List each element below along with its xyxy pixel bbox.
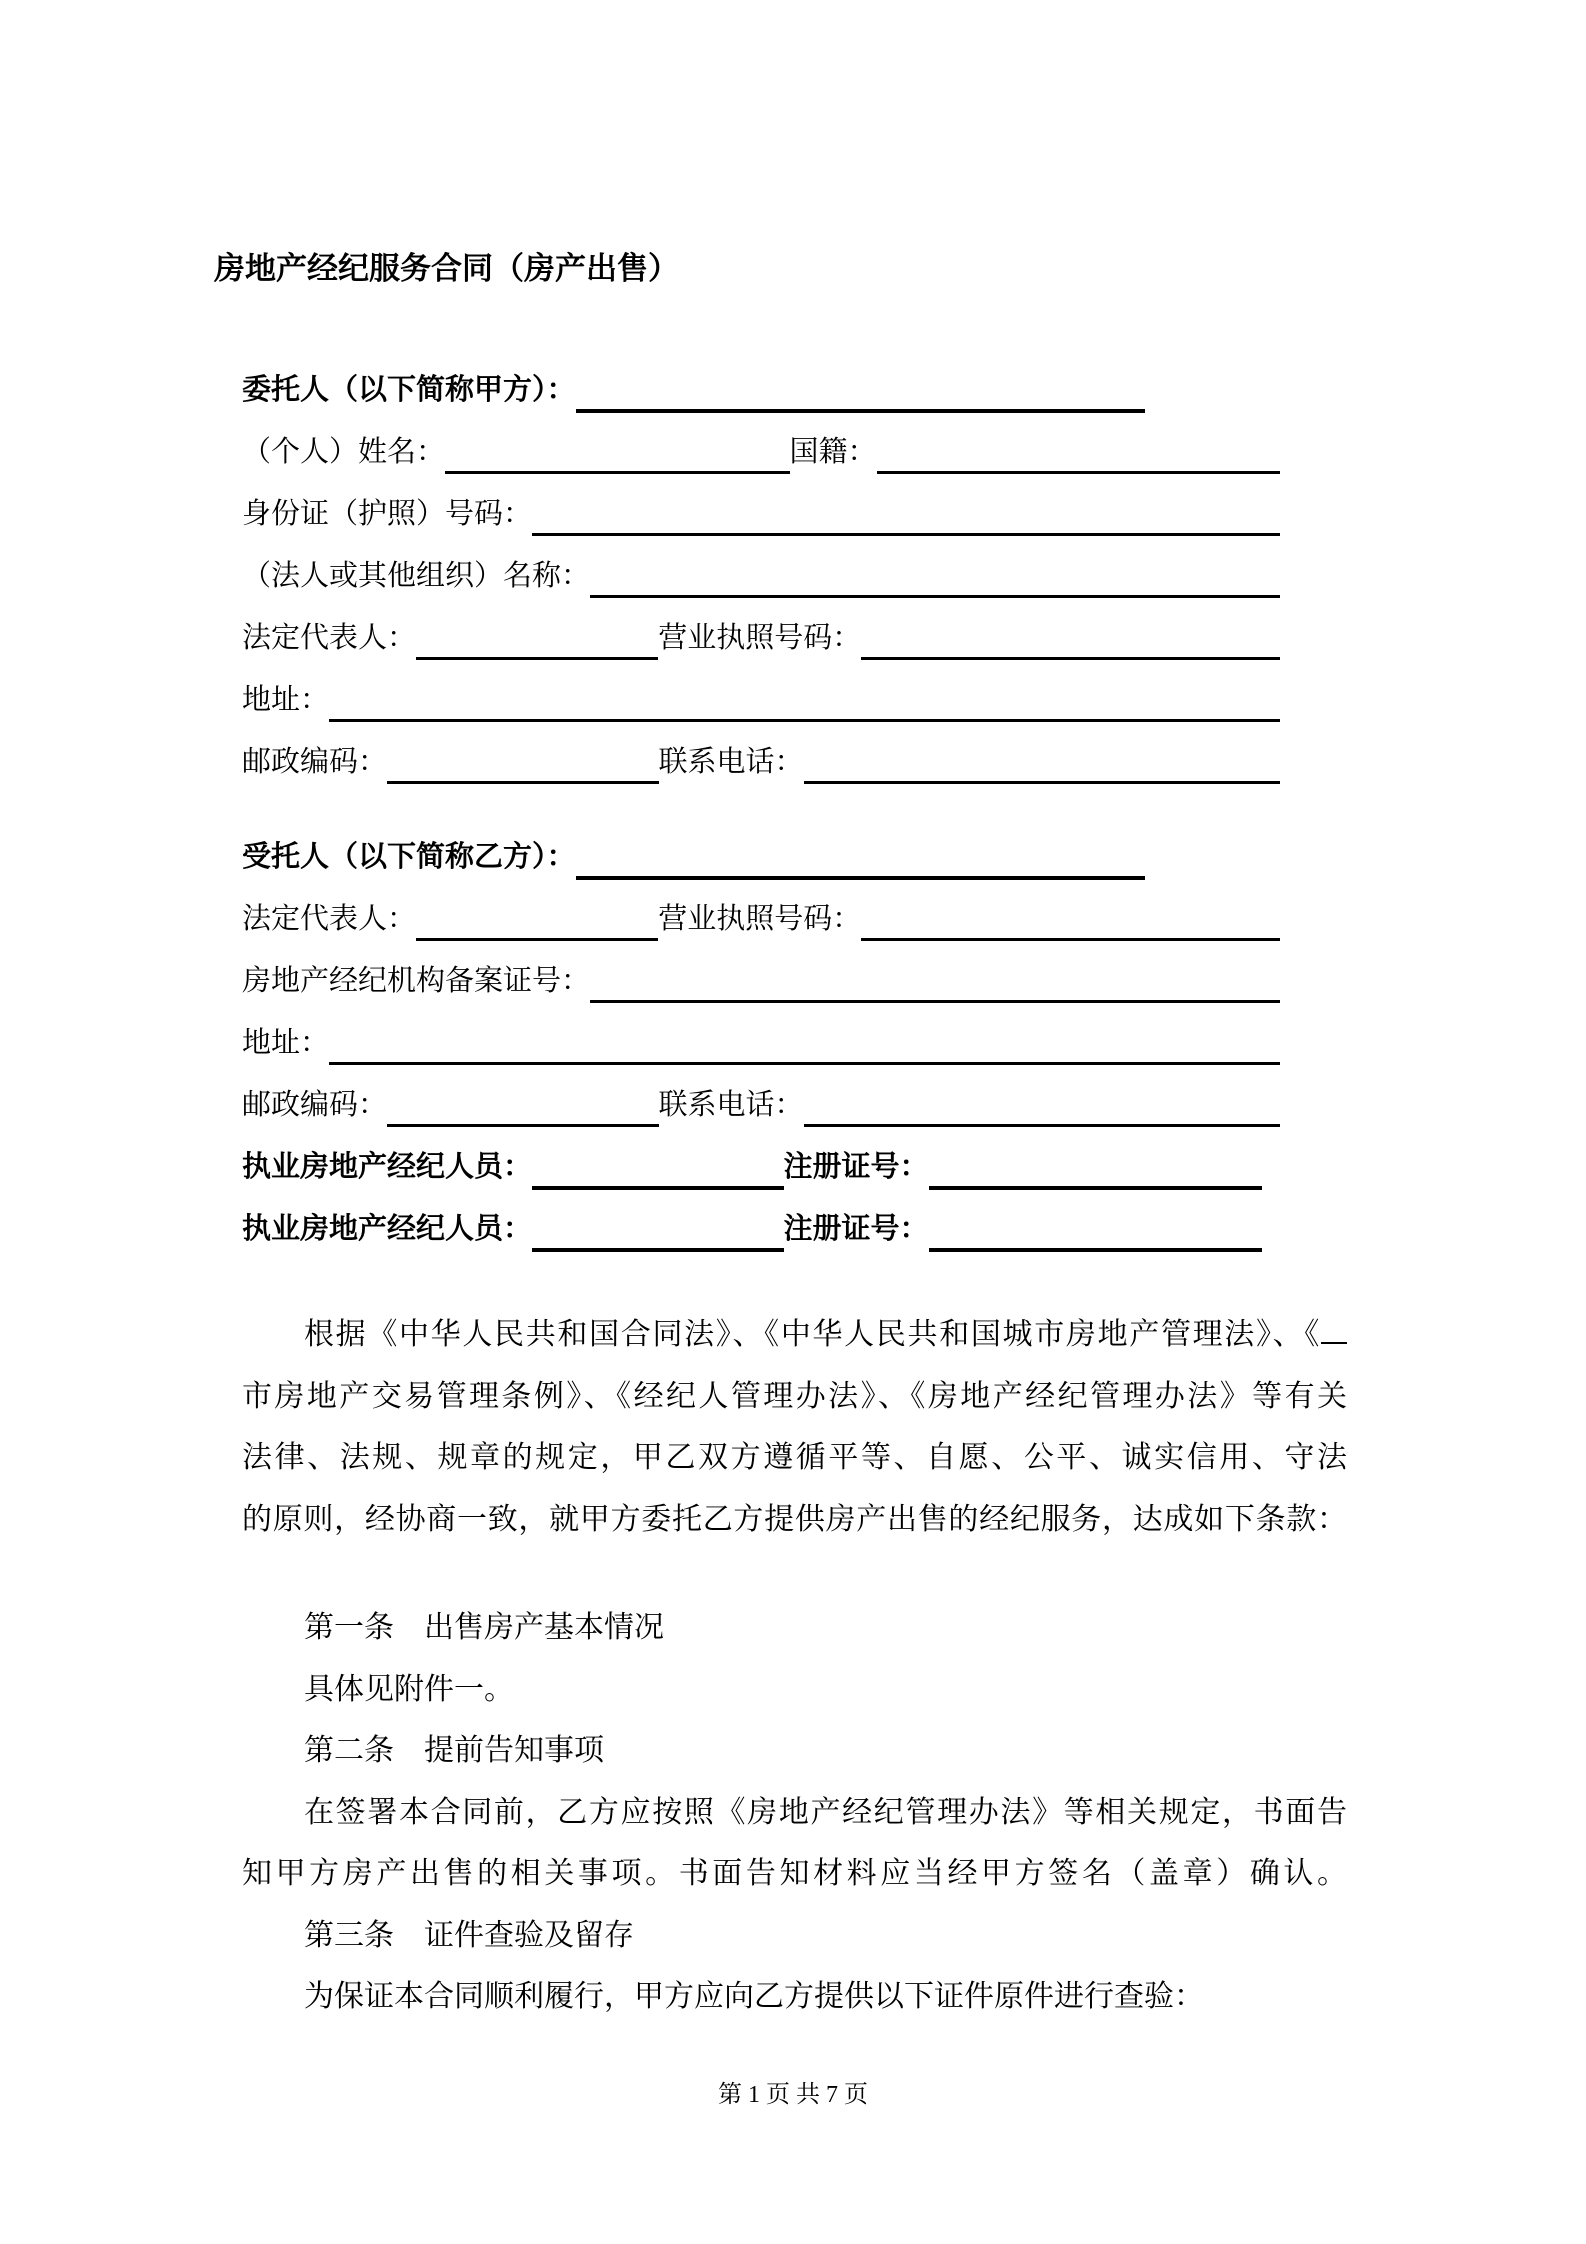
record-no-blank[interactable]	[590, 950, 1280, 1003]
page-title: 房地产经纪服务合同（房产出售）	[214, 251, 679, 286]
preamble-line-2: 市房地产交易管理条例》、《经纪人管理办法》、《房地产经纪管理办法》等有关	[242, 1379, 1347, 1413]
section-gap	[242, 793, 1586, 826]
articles-section	[242, 1597, 1347, 2028]
address-blank[interactable]	[329, 1012, 1280, 1065]
preamble-line-3: 法律、法规、规章的规定，甲乙双方遵循平等、自愿、公平、诚实信用、守法	[242, 1441, 1347, 1474]
address-blank[interactable]	[329, 669, 1280, 722]
legal-rep-label: 法定代表人：	[242, 903, 417, 935]
party-a-person-row	[242, 421, 1280, 483]
license-no-blank[interactable]	[861, 607, 1280, 660]
address-label: 地址：	[242, 684, 330, 716]
phone-label: 联系电话：	[658, 1089, 804, 1121]
article-2-heading: 第二条 提前告知事项	[304, 1734, 604, 1767]
agent-label: 执业房地产经纪人员：	[242, 1151, 533, 1183]
party-b-record-row	[242, 950, 1280, 1012]
article-1-body: 具体见附件一。	[304, 1672, 514, 1706]
nationality-blank[interactable]	[877, 421, 1280, 474]
legal-rep-blank[interactable]	[416, 607, 658, 660]
phone-label: 联系电话：	[658, 746, 804, 778]
party-b-address-row	[242, 1012, 1280, 1074]
id-number-blank[interactable]	[532, 483, 1280, 536]
party-b-postcode-row	[242, 1074, 1280, 1136]
party-b-heading-label: 受托人（以下简称乙方）：	[242, 841, 576, 873]
party-a-form	[242, 359, 1586, 1260]
article-3-heading: 第三条 证件查验及留存	[304, 1918, 634, 1952]
postcode-label: 邮政编码：	[242, 746, 388, 778]
cert-no-label: 注册证号：	[783, 1151, 929, 1183]
cert-no-label: 注册证号：	[783, 1213, 929, 1245]
legal-rep-blank[interactable]	[416, 888, 658, 941]
address-label: 地址：	[242, 1027, 330, 1059]
license-no-blank[interactable]	[861, 888, 1280, 941]
party-b-heading-row	[242, 826, 1145, 888]
person-name-label: （个人）姓名：	[242, 436, 446, 468]
nationality-label: 国籍：	[789, 436, 877, 468]
article-2-body-line-2: 知甲方房产出售的相关事项。书面告知材料应当经甲方签名（盖章）确认。	[242, 1857, 1347, 1890]
party-b-legalrep-row	[242, 888, 1280, 950]
city-name-blank[interactable]	[1321, 1312, 1347, 1344]
party-b-name-blank[interactable]	[576, 826, 1145, 880]
party-a-name-blank[interactable]	[576, 359, 1145, 413]
postcode-blank[interactable]	[387, 731, 659, 784]
cert-no-blank[interactable]	[929, 1198, 1262, 1252]
agent-name-blank[interactable]	[532, 1198, 783, 1252]
party-a-id-row	[242, 483, 1280, 545]
postcode-label: 邮政编码：	[242, 1089, 388, 1121]
party-a-heading-row	[242, 359, 1145, 421]
party-a-address-row	[242, 669, 1280, 731]
preamble-line-1: 根据《中华人民共和国合同法》、《中华人民共和国城市房地产管理法》、《	[242, 1304, 1347, 1366]
preamble-paragraph	[242, 1304, 1347, 1550]
party-a-legalrep-row	[242, 607, 1280, 669]
org-name-blank[interactable]	[590, 545, 1280, 598]
phone-blank[interactable]	[804, 731, 1280, 784]
preamble-line-4: 的原则，经协商一致，就甲方委托乙方提供房产出售的经纪服务，达成如下条款：	[242, 1502, 1347, 1536]
agent-row-2	[242, 1198, 1262, 1260]
article-3-body: 为保证本合同顺利履行，甲方应向乙方提供以下证件原件进行查验：	[304, 1980, 1204, 2013]
legal-rep-label: 法定代表人：	[242, 622, 417, 654]
person-name-blank[interactable]	[445, 421, 790, 474]
article-1-heading: 第一条 出售房产基本情况	[304, 1611, 664, 1644]
org-name-label: （法人或其他组织）名称：	[242, 560, 591, 592]
article-2-body-line-1: 在签署本合同前，乙方应按照《房地产经纪管理办法》等相关规定，书面告	[304, 1795, 1347, 1829]
agent-label: 执业房地产经纪人员：	[242, 1213, 533, 1245]
license-no-label: 营业执照号码：	[658, 903, 862, 935]
party-a-org-row	[242, 545, 1280, 607]
cert-no-blank[interactable]	[929, 1136, 1262, 1190]
agent-name-blank[interactable]	[532, 1136, 783, 1190]
phone-blank[interactable]	[804, 1074, 1280, 1127]
page-number-footer: 第 1 页 共 7 页	[718, 2082, 868, 2108]
party-a-heading-label: 委托人（以下简称甲方）：	[242, 374, 576, 406]
postcode-blank[interactable]	[387, 1074, 659, 1127]
id-number-label: 身份证（护照）号码：	[242, 498, 533, 530]
record-no-label: 房地产经纪机构备案证号：	[242, 965, 591, 997]
agent-row-1	[242, 1136, 1262, 1198]
party-a-postcode-row	[242, 731, 1280, 793]
license-no-label: 营业执照号码：	[658, 622, 862, 654]
